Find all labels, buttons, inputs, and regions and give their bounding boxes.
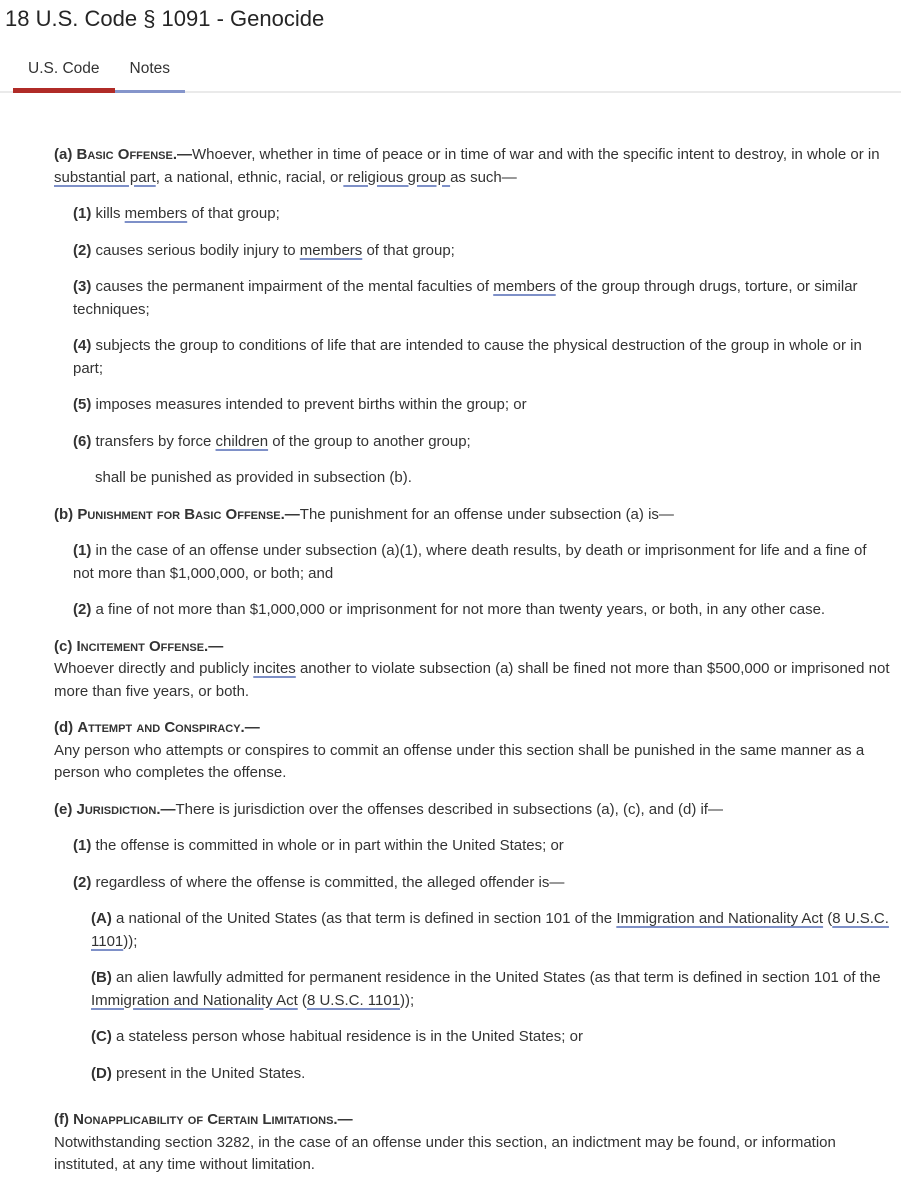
paragraph-e1 — [54, 835, 890, 858]
statute-text: Any person who attempts or conspires to commit an offense under this section shall be punished in the same manner as a person who completes the offense. — [54, 741, 865, 781]
statute-text: transfers by force — [95, 432, 216, 450]
statute-text: Notwithstanding section 3282, in the case of an offense under this section, an indictment may be found, or information instituted, at any time without limitation. — [54, 1133, 836, 1173]
statute-text: , a national, ethnic, racial, or — [155, 168, 344, 186]
page-title: 18 U.S. Code § 1091 - Genocide — [5, 6, 325, 31]
statute-text: ( — [823, 910, 833, 927]
item-label: (2) — [73, 873, 96, 891]
item-label: (a) — [54, 146, 77, 163]
statute-link[interactable]: children — [215, 432, 269, 450]
section-heading: Incitement Offense.— — [76, 637, 224, 655]
tab-notes[interactable]: Notes — [115, 58, 186, 93]
paragraph-e2C — [54, 1026, 890, 1049]
statute-link[interactable]: religious group — [343, 168, 451, 186]
item-label: (e) — [54, 800, 77, 818]
paragraph-a5 — [54, 394, 890, 417]
paragraph-a1 — [54, 203, 890, 226]
statute-text: of the group to another group; — [268, 432, 471, 450]
statute-text: of that group; — [362, 241, 455, 259]
statute-link[interactable]: members — [124, 205, 188, 222]
statute-text: in the case of an offense under subsection (a)(1), where death results, by death or imprisonment for life and a fine of not more than $1,000,000, or both; and — [73, 542, 867, 582]
item-label: (2) — [73, 241, 96, 259]
item-label: (6) — [73, 432, 96, 450]
item-label: (2) — [73, 601, 96, 618]
statute-text: The punishment for an offense under subsection (a) is— — [299, 505, 674, 523]
statute-link[interactable]: members — [493, 278, 556, 295]
item-label: (D) — [91, 1064, 116, 1082]
statute-text: Whoever, whether in time of peace or in time of war and with the specific intent to destroy, in whole or in — [192, 146, 880, 163]
item-label: (d) — [54, 719, 78, 736]
statute-link[interactable]: Immigration and Nationality Act — [616, 910, 824, 927]
paragraph-a — [54, 144, 890, 189]
paragraph-e2 — [54, 872, 890, 895]
section-heading: Attempt and Conspiracy.— — [77, 719, 260, 736]
paragraph-a3 — [54, 276, 890, 321]
statute-text: causes serious bodily injury to — [95, 241, 300, 259]
item-label: (A) — [91, 910, 116, 927]
statute-text: There is jurisdiction over the offenses described in subsections (a), (c), and (d) if— — [175, 800, 723, 818]
item-label: (3) — [73, 278, 96, 295]
statute-link[interactable]: substantial part — [54, 168, 156, 186]
statute-link[interactable]: 8 U.S.C. 1101 — [306, 991, 401, 1009]
statute-text: a fine of not more than $1,000,000 or imprisonment for not more than twenty years, or both, in any other case. — [95, 601, 826, 618]
paragraph-e — [54, 799, 890, 822]
paragraph-d — [54, 717, 890, 785]
statute-link[interactable]: incites — [253, 660, 296, 677]
statute-link[interactable]: members — [299, 241, 363, 259]
paragraph-a4 — [54, 335, 890, 380]
item-label: (c) — [54, 637, 77, 655]
statute-text: a national of the United States (as that term is defined in section 101 of the — [116, 910, 617, 927]
statute-text: of the group through drugs, torture, or similar techniques; — [73, 278, 858, 318]
statute-text: another to violate subsection (a) shall be fined not more than $500,000 or imprisoned not more than five years, or both. — [54, 660, 890, 700]
statute-text: )); — [400, 991, 415, 1009]
statute-text: regardless of where the offense is committed, the alleged offender is— — [95, 873, 565, 891]
statute-text: present in the United States. — [116, 1064, 306, 1082]
section-heading: Nonapplicability of Certain Limitations.— — [73, 1111, 353, 1128]
statute-text: )); — [123, 932, 138, 950]
statute-text: a stateless person whose habitual residence is in the United States; or — [116, 1028, 583, 1045]
tab-us-code[interactable]: U.S. Code — [13, 58, 115, 93]
item-label: (b) — [54, 505, 78, 523]
item-label: (B) — [91, 969, 116, 986]
item-label: (C) — [91, 1028, 116, 1045]
paragraph-f — [54, 1109, 890, 1177]
paragraph-a6 — [54, 431, 890, 454]
paragraph-a2 — [54, 240, 890, 263]
paragraph-b — [54, 504, 890, 527]
paragraph-b1 — [54, 540, 890, 585]
item-label: (1) — [73, 837, 96, 854]
statute-text: subjects the group to conditions of life that are intended to cause the physical destruction of the group in whole or in part; — [73, 337, 862, 377]
statute-text: imposes measures intended to prevent births within the group; or — [95, 396, 527, 413]
section-heading: Basic Offense.— — [76, 146, 193, 163]
tab-bar — [0, 58, 901, 93]
statute-text: kills — [95, 205, 125, 222]
paragraph-e2A — [54, 908, 890, 953]
statute-text: of that group; — [187, 205, 280, 222]
statute-link[interactable]: Immigration and Nationality Act — [91, 991, 298, 1009]
statute-text: an alien lawfully admitted for permanent residence in the United States (as that term is defined in section 101 of the — [116, 969, 881, 986]
statute-text: Whoever directly and publicly — [54, 660, 254, 677]
statute-content — [54, 144, 890, 1177]
statute-text: shall be punished as provided in subsection (b). — [95, 469, 412, 486]
paragraph-c — [54, 636, 890, 704]
paragraph-a-close — [54, 467, 890, 490]
section-heading: Punishment for Basic Offense.— — [77, 505, 300, 523]
paragraph-b2 — [54, 599, 890, 622]
section-heading: Jurisdiction.— — [76, 800, 176, 818]
statute-link[interactable]: 8 U.S.C. 1101 — [91, 910, 889, 950]
item-label: (4) — [73, 337, 96, 354]
statute-text: as such— — [450, 168, 517, 186]
item-label: (1) — [73, 205, 96, 222]
item-label: (5) — [73, 396, 96, 413]
item-label: (f) — [54, 1111, 74, 1128]
paragraph-e2D — [54, 1063, 890, 1086]
statute-text: the offense is committed in whole or in part within the United States; or — [95, 837, 564, 854]
paragraph-e2B — [54, 967, 890, 1012]
statute-text: causes the permanent impairment of the mental faculties of — [95, 278, 494, 295]
statute-text: ( — [297, 991, 307, 1009]
item-label: (1) — [73, 542, 96, 559]
